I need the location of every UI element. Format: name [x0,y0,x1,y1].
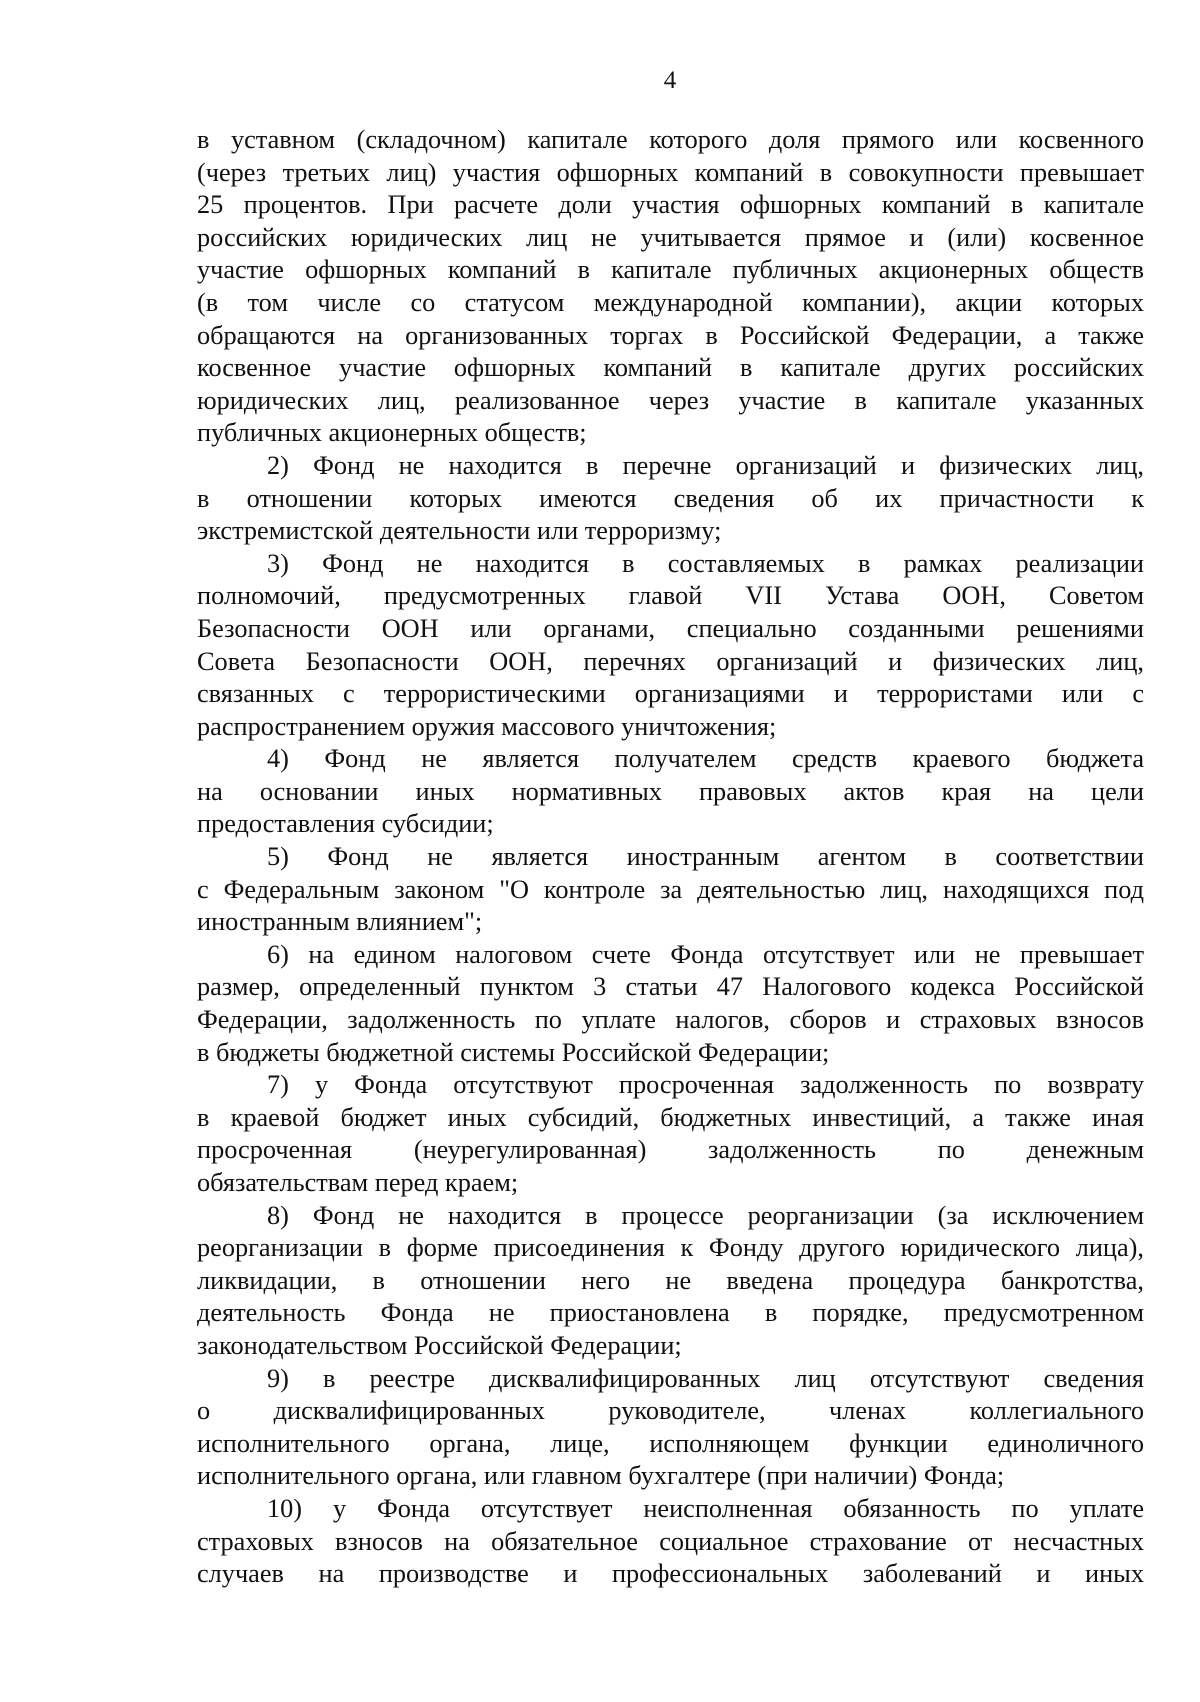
text-line: деятельность Фонда не приостановлена в порядке, предусмотренном [197,1298,1144,1328]
text-line: юридических лиц, реализованное через участие в капитале указанных [197,385,1144,415]
text-line: реорганизации в форме присоединения к Фонду другого юридического лица), [197,1233,1144,1263]
text-line: исполнительного органа, или главном бухгалтере (при наличии) Фонда; [197,1461,1005,1491]
list-item-2-start: 2) Фонд не находится в перечне организаций и физических лиц, [267,450,1144,480]
text-line: в уставном (складочном) капитале которого доля прямого или косвенного [197,125,1144,154]
text-line: связанных с террористическими организациями и террористами или с [197,679,1144,709]
text-line: в отношении которых имеются сведения об их причастности к [197,483,1144,513]
list-item-7-start: 7) у Фонда отсутствуют просроченная задолженность по возврату [267,1070,1144,1100]
text-line: законодательством Российской Федерации; [197,1330,682,1360]
text-line: предоставления субсидии; [197,809,494,839]
text-line: случаев на производстве и профессиональных заболеваний и иных [197,1559,1144,1589]
list-item-3-start: 3) Фонд не находится в составляемых в рамках реализации [267,548,1144,578]
document-body [197,124,1144,1591]
list-item-6-start: 6) на едином налоговом счете Фонда отсутствует или не превышает [267,939,1144,969]
text-line: ликвидации, в отношении него не введена процедура банкротства, [197,1265,1144,1295]
list-item-10-start: 10) у Фонда отсутствует неисполненная обязанность по уплате [267,1493,1144,1523]
text-line: участие офшорных компаний в капитале публичных акционерных обществ [197,255,1144,285]
text-line: распространением оружия массового уничтожения; [197,711,777,741]
text-line: косвенное участие офшорных компаний в капитале других российских [197,353,1144,383]
text-line: исполнительного органа, лице, исполняющем функции единоличного [197,1428,1144,1458]
list-item-4-start: 4) Фонд не является получателем средств краевого бюджета [267,744,1144,774]
text-line: о дисквалифицированных руководителе, членах коллегиального [197,1396,1144,1426]
page-number: 4 [663,67,677,94]
text-line: в бюджеты бюджетной системы Российской Федерации; [197,1037,830,1067]
text-line: обращаются на организованных торгах в Российской Федерации, а также [197,320,1144,350]
text-line: (в том числе со статусом международной компании), акции которых [197,287,1144,317]
text-line: полномочий, предусмотренных главой VII Устава ООН, Советом [197,581,1144,611]
text-line: Совета Безопасности ООН, перечнях организаций и физических лиц, [197,646,1144,676]
text-line: Федерации, задолженность по уплате налогов, сборов и страховых взносов [197,1005,1144,1035]
text-line: Безопасности ООН или органами, специально созданными решениями [197,613,1144,643]
list-item-5-start: 5) Фонд не является иностранным агентом в соответствии [267,842,1144,872]
text-line: страховых взносов на обязательное социальное страхование от несчастных [197,1526,1144,1556]
text-line: 25 процентов. При расчете доли участия офшорных компаний в капитале [197,190,1144,220]
text-line: российских юридических лиц не учитывается прямое и (или) косвенное [197,222,1144,252]
text-line: публичных акционерных обществ; [197,418,587,448]
list-item-9-start: 9) в реестре дисквалифицированных лиц отсутствуют сведения [267,1363,1144,1393]
text-line: экстремистской деятельности или терроризму; [197,516,722,546]
text-line: (через третьих лиц) участия офшорных компаний в совокупности превышает [197,157,1144,187]
list-item-8-start: 8) Фонд не находится в процессе реорганизации (за исключением [267,1200,1144,1230]
text-line: с Федеральным законом "О контроле за деятельностью лиц, находящихся под [197,874,1144,904]
text-line: на основании иных нормативных правовых актов края на цели [197,776,1144,806]
text-line: иностранным влиянием"; [197,907,483,937]
text-line: просроченная (неурегулированная) задолженность по денежным [197,1135,1144,1165]
text-line: размер, определенный пунктом 3 статьи 47 Налогового кодекса Российской [197,972,1144,1002]
text-line: в краевой бюджет иных субсидий, бюджетных инвестиций, а также иная [197,1102,1144,1132]
text-line: обязательствам перед краем; [197,1168,519,1197]
